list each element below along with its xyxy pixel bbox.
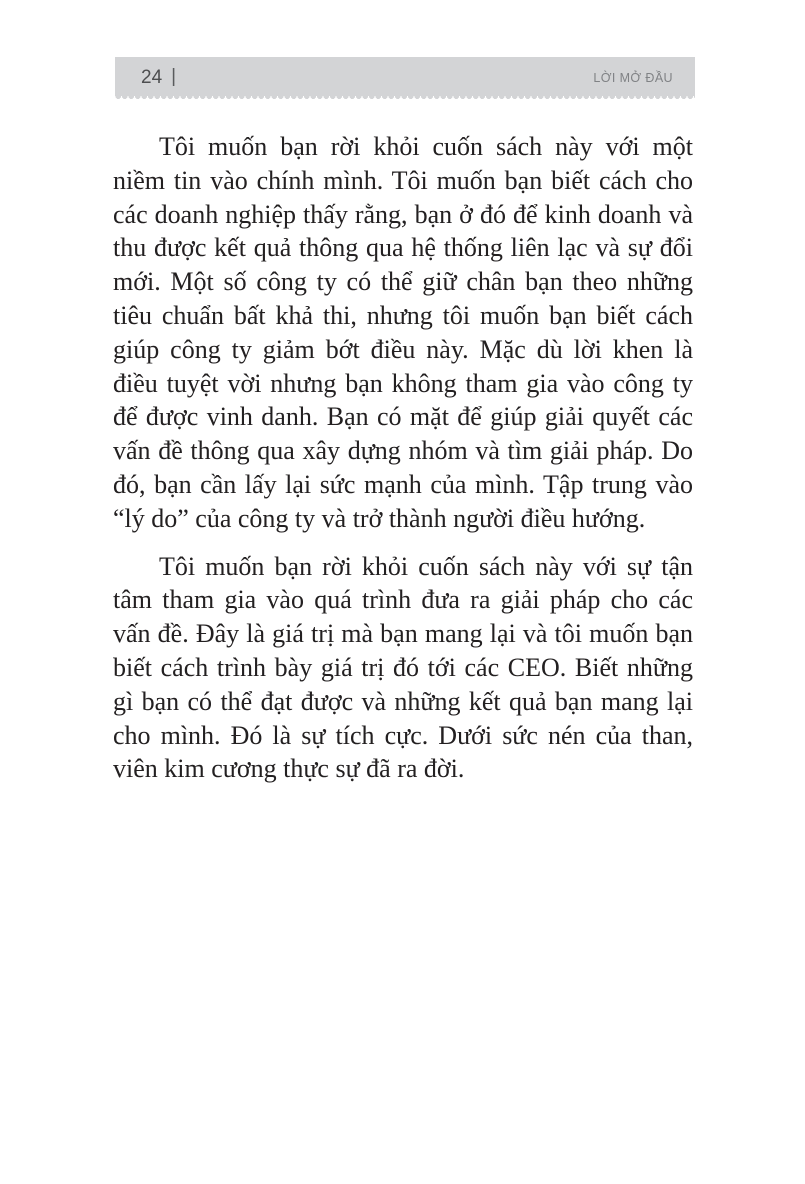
page-header (115, 57, 695, 96)
page-number-separator: | (171, 65, 177, 87)
header-perforated-edge (115, 96, 695, 101)
page-number-group (141, 67, 176, 89)
page-number: 24 (141, 66, 163, 88)
running-chapter-title: LỜI MỞ ĐẦU (593, 70, 673, 85)
body-paragraph-1: Tôi muốn bạn rời khỏi cuốn sách này với một niềm tin vào chính mình. Tôi muốn bạn biết cách cho các doanh nghiệp thấy rằng, bạn ở đó để kinh doanh và thu được kết quả thông qua hệ thống liên lạc và sự đổi mới. Một số công ty có thể giữ chân bạn theo những tiêu chuẩn bất khả thi, nhưng tôi muốn bạn biết cách giúp công ty giảm bớt điều này. Mặc dù lời khen là điều tuyệt vời nhưng bạn không tham gia vào công ty để được vinh danh. Bạn có mặt để giúp giải quyết các vấn đề thông qua xây dựng nhóm và tìm giải pháp. Do đó, bạn cần lấy lại sức mạnh của mình. Tập trung vào “lý do” của công ty và trở thành người điều hướng. (113, 132, 693, 533)
body-paragraph-2: Tôi muốn bạn rời khỏi cuốn sách này với sự tận tâm tham gia vào quá trình đưa ra giải pháp cho các vấn đề. Đây là giá trị mà bạn mang lại và tôi muốn bạn biết cách trình bày giá trị đó tới các CEO. Biết những gì bạn có thể đạt được và những kết quả bạn mang lại cho mình. Đó là sự tích cực. Dưới sức nén của than, viên kim cương thực sự đã ra đời. (113, 551, 693, 784)
page-body (113, 130, 693, 786)
